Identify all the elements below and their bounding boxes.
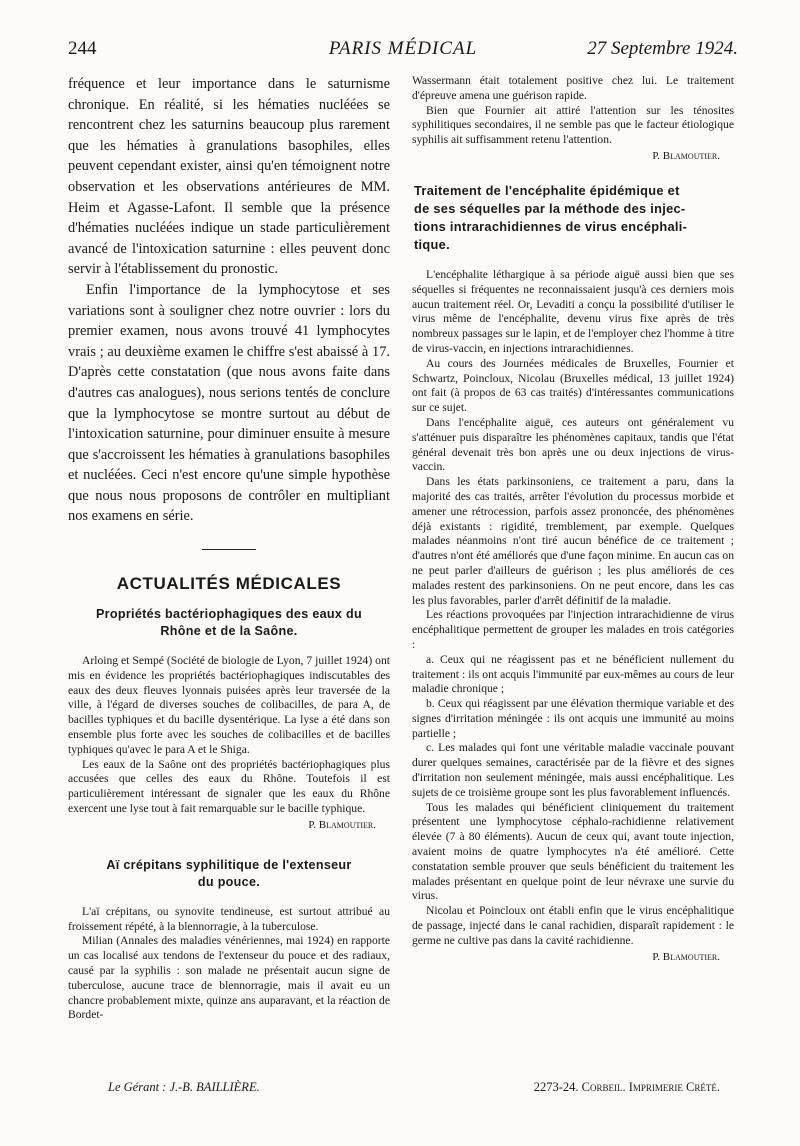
signature: P. Blamoutier.	[308, 818, 376, 831]
section-title: ACTUALITÉS MÉDICALES	[116, 574, 342, 594]
paragraph: fréquence et leur importance dans le saturnisme chronique. En réalité, si les hématies nucléées se rencontrent chez les saturnins beaucoup plus rarement que les hématies à granulations basophiles, elles peuvent cependant exister, ainsi qu'en témoignent notre observation et les observations antérieures de MM. Heim et Agasse-Lafont. Il semble que la présence d'hématies nucléées indique un stade particulièrement avancé de l'intoxication saturnine : elles peuvent donc servir à l'établissement du pronostic.	[68, 76, 390, 278]
article-title-line: Aï crépitans syphilitique de l'extenseur	[106, 857, 352, 872]
issue-date: 27 Septembre 1924.	[587, 38, 738, 59]
signature: P. Blamoutier.	[652, 149, 720, 162]
article-title-line: de ses séquelles par la méthode des injec-	[414, 200, 686, 216]
article-title	[68, 857, 390, 891]
paragraph: b. Ceux qui réagissent par une élévation thermique variable et des signes d'irritation méningée : ils ont acquis une immunité au moins partielle ;	[412, 697, 734, 740]
journal-title: PARIS MÉDICAL	[328, 38, 478, 59]
right-column	[412, 74, 734, 963]
paragraph: Les réactions provoquées par l'injection intrarachidienne de virus encéphalitique permettent de grouper les malades en trois catégories :	[412, 608, 734, 651]
article-title	[412, 182, 734, 254]
printer-line: 2273-24. Corbeil. Imprimerie Crété.	[533, 1080, 720, 1094]
paragraph: Dans les états parkinsoniens, ce traitement a paru, dans la majorité des cas traités, arrêter l'évolution du processus morbide et amener une rétrocession, parfois assez prononcée, des phénomènes déjà existants : rigidité, tremblement, par exemple. Quelques malades néanmoins n'ont tiré aucun bénéfice de ce traitement ; d'autres n'ont été améliorés que d'une façon minime. En aucun cas on ne peut parler d'ailleurs de guérison ; les plus améliorés de ces malades restent des parkinsoniens. On ne peut encore, dans les cas les plus favorables, parler d'arrêt définitif de la maladie.	[412, 475, 734, 607]
article-title-line: tique.	[414, 236, 450, 252]
signature: P. Blamoutier.	[652, 950, 720, 963]
article-title-line: Propriétés bactériophagiques des eaux du	[95, 607, 363, 622]
paragraph: c. Les malades qui font une véritable maladie vaccinale pouvant durer quelques semaines, caractérisée par de la fièvre et des signes d'irritation non seulement méningée, mais aussi encéphalitique. Les sujets de ce troisième groupe sont les plus favorablement influencés.	[412, 741, 734, 799]
paragraph: Enfin l'importance de la lymphocytose et ses variations sont à souligner chez notre ouvrier : lors du premier examen, nous avons trouvé 41 lymphocytes vrais ; au deuxième examen le chiffre s'est abaissé à 17. D'après cette constatation (que nous avons faite dans d'autres cas analogues), nous serions tentés de conclure que la lymphocytose se montre surtout au début de l'intoxication saturnine, pour diminuer ensuite à mesure que s'accroissent les hématies à granulations basophiles et nucléées. Ceci n'est encore qu'une simple hypothèse que nous nous proposons de contrôler en multipliant nos examens en série.	[68, 281, 390, 525]
left-column	[68, 74, 390, 1023]
article-title-line: tions intrarachidiennes de virus encéphali-	[414, 218, 688, 234]
page-header	[68, 38, 738, 68]
article-title-line: Traitement de l'encéphalite épidémique et	[414, 182, 680, 198]
paragraph: Arloing et Sempé (Société de biologie de Lyon, 7 juillet 1924) ont mis en évidence les propriétés bactériophagiques indiscutables des eaux des deux fleuves lyonnais puisées après leur traversée de la ville, à l'égard de diverses souches de colibacilles, de para A, de bacilles typhiques et du bacille dysentérique. La lyse a été dans son ensemble plus forte avec les souches de colibacilles et de bacilles typhiques qu'avec le para A et le Shiga.	[68, 654, 390, 756]
paragraph: Les eaux de la Saône ont des propriétés bactériophagiques plus accusées que celles des eaux du Rhône. Toutefois il est particulièrement intéressant de signaler que les eaux du Rhône exercent une lyse tout à fait remarquable sur le bacille typhique.	[68, 757, 390, 816]
paragraph: L'aï crépitans, ou synovite tendineuse, est surtout attribué au froissement répété, à la blennorragie, à la tuberculose.	[68, 904, 390, 933]
paragraph: Milian (Annales des maladies vénériennes, mai 1924) en rapporte un cas localisé aux tendons de l'extenseur du pouce et des radiaux, causé par la syphilis : son malade ne présentait aucun signe de tuberculose, aucune trace de blennorragie, mais il avait eu un chancre probablement mixte, quinze ans auparavant, et la réaction de Bordet-	[68, 934, 390, 1022]
paragraph: Nicolau et Poincloux ont établi enfin que le virus encéphalitique de passage, injecté dans le canal rachidien, disparaît rapidement : le germe ne cultive pas dans la cavité rachidienne.	[412, 904, 734, 947]
paragraph: Wassermann était totalement positive chez lui. Le traitement d'épreuve amena une guérison rapide.	[412, 74, 734, 102]
page-footer	[108, 1080, 720, 1100]
article-title-line: Rhône et de la Saône.	[160, 624, 298, 639]
paragraph: Dans l'encéphalite aiguë, ces auteurs ont généralement vu s'atténuer puis disparaître les phénomènes capitaux, tandis que l'état général devenait très bon après une ou deux injections de virus-vaccin.	[412, 415, 734, 474]
paragraph: Bien que Fournier ait attiré l'attention sur les ténosites syphilitiques secondaires, il ne semble pas que le facteur étiologique syphilis ait suffisamment retenu l'attention.	[412, 103, 734, 147]
article-title-line: du pouce.	[197, 874, 261, 889]
publisher-line: Le Gérant : J.-B. BAILLIÈRE.	[108, 1080, 260, 1094]
article-title	[68, 606, 390, 640]
paragraph: Au cours des Journées médicales de Bruxelles, Fournier et Schwartz, Poincloux, Nicolau (Bruxelles médical, 13 juillet 1924) ont fait (à propos de 63 cas traités) d'intéressantes communications sur ce sujet.	[412, 356, 734, 415]
paragraph: Tous les malades qui bénéficient cliniquement du traitement présentent une lymphocytose céphalo-rachidienne relativement élevée (7 à 80 éléments). Aucun de ceux qui, avant toute injection, avaient moins de quatre lymphocytes n'a été amélioré. Cette constatation semble prouver que seuls bénéficient du traitement les malades présentant en quelque point de leur névraxe une survie du virus.	[412, 800, 734, 903]
page-number: 244	[68, 38, 97, 59]
paragraph: a. Ceux qui ne réagissent pas et ne bénéficient nullement du traitement : ils ont acquis l'immunité par eux-mêmes au cours de leur maladie chronique ;	[412, 652, 734, 696]
paragraph: L'encéphalite léthargique à sa période aiguë aussi bien que ses séquelles si fréquentes ne reconnaissaient jusqu'à ces derniers mois aucun traitement réel. Or, Levaditi a conçu la possibilité d'utiliser le virus même de l'encéphalite, devenu virus fixe après de très nombreux passages sur le lapin, et de l'employer chez l'homme à titre de virus-vaccin, en injections intrarachidiennes.	[412, 267, 734, 355]
